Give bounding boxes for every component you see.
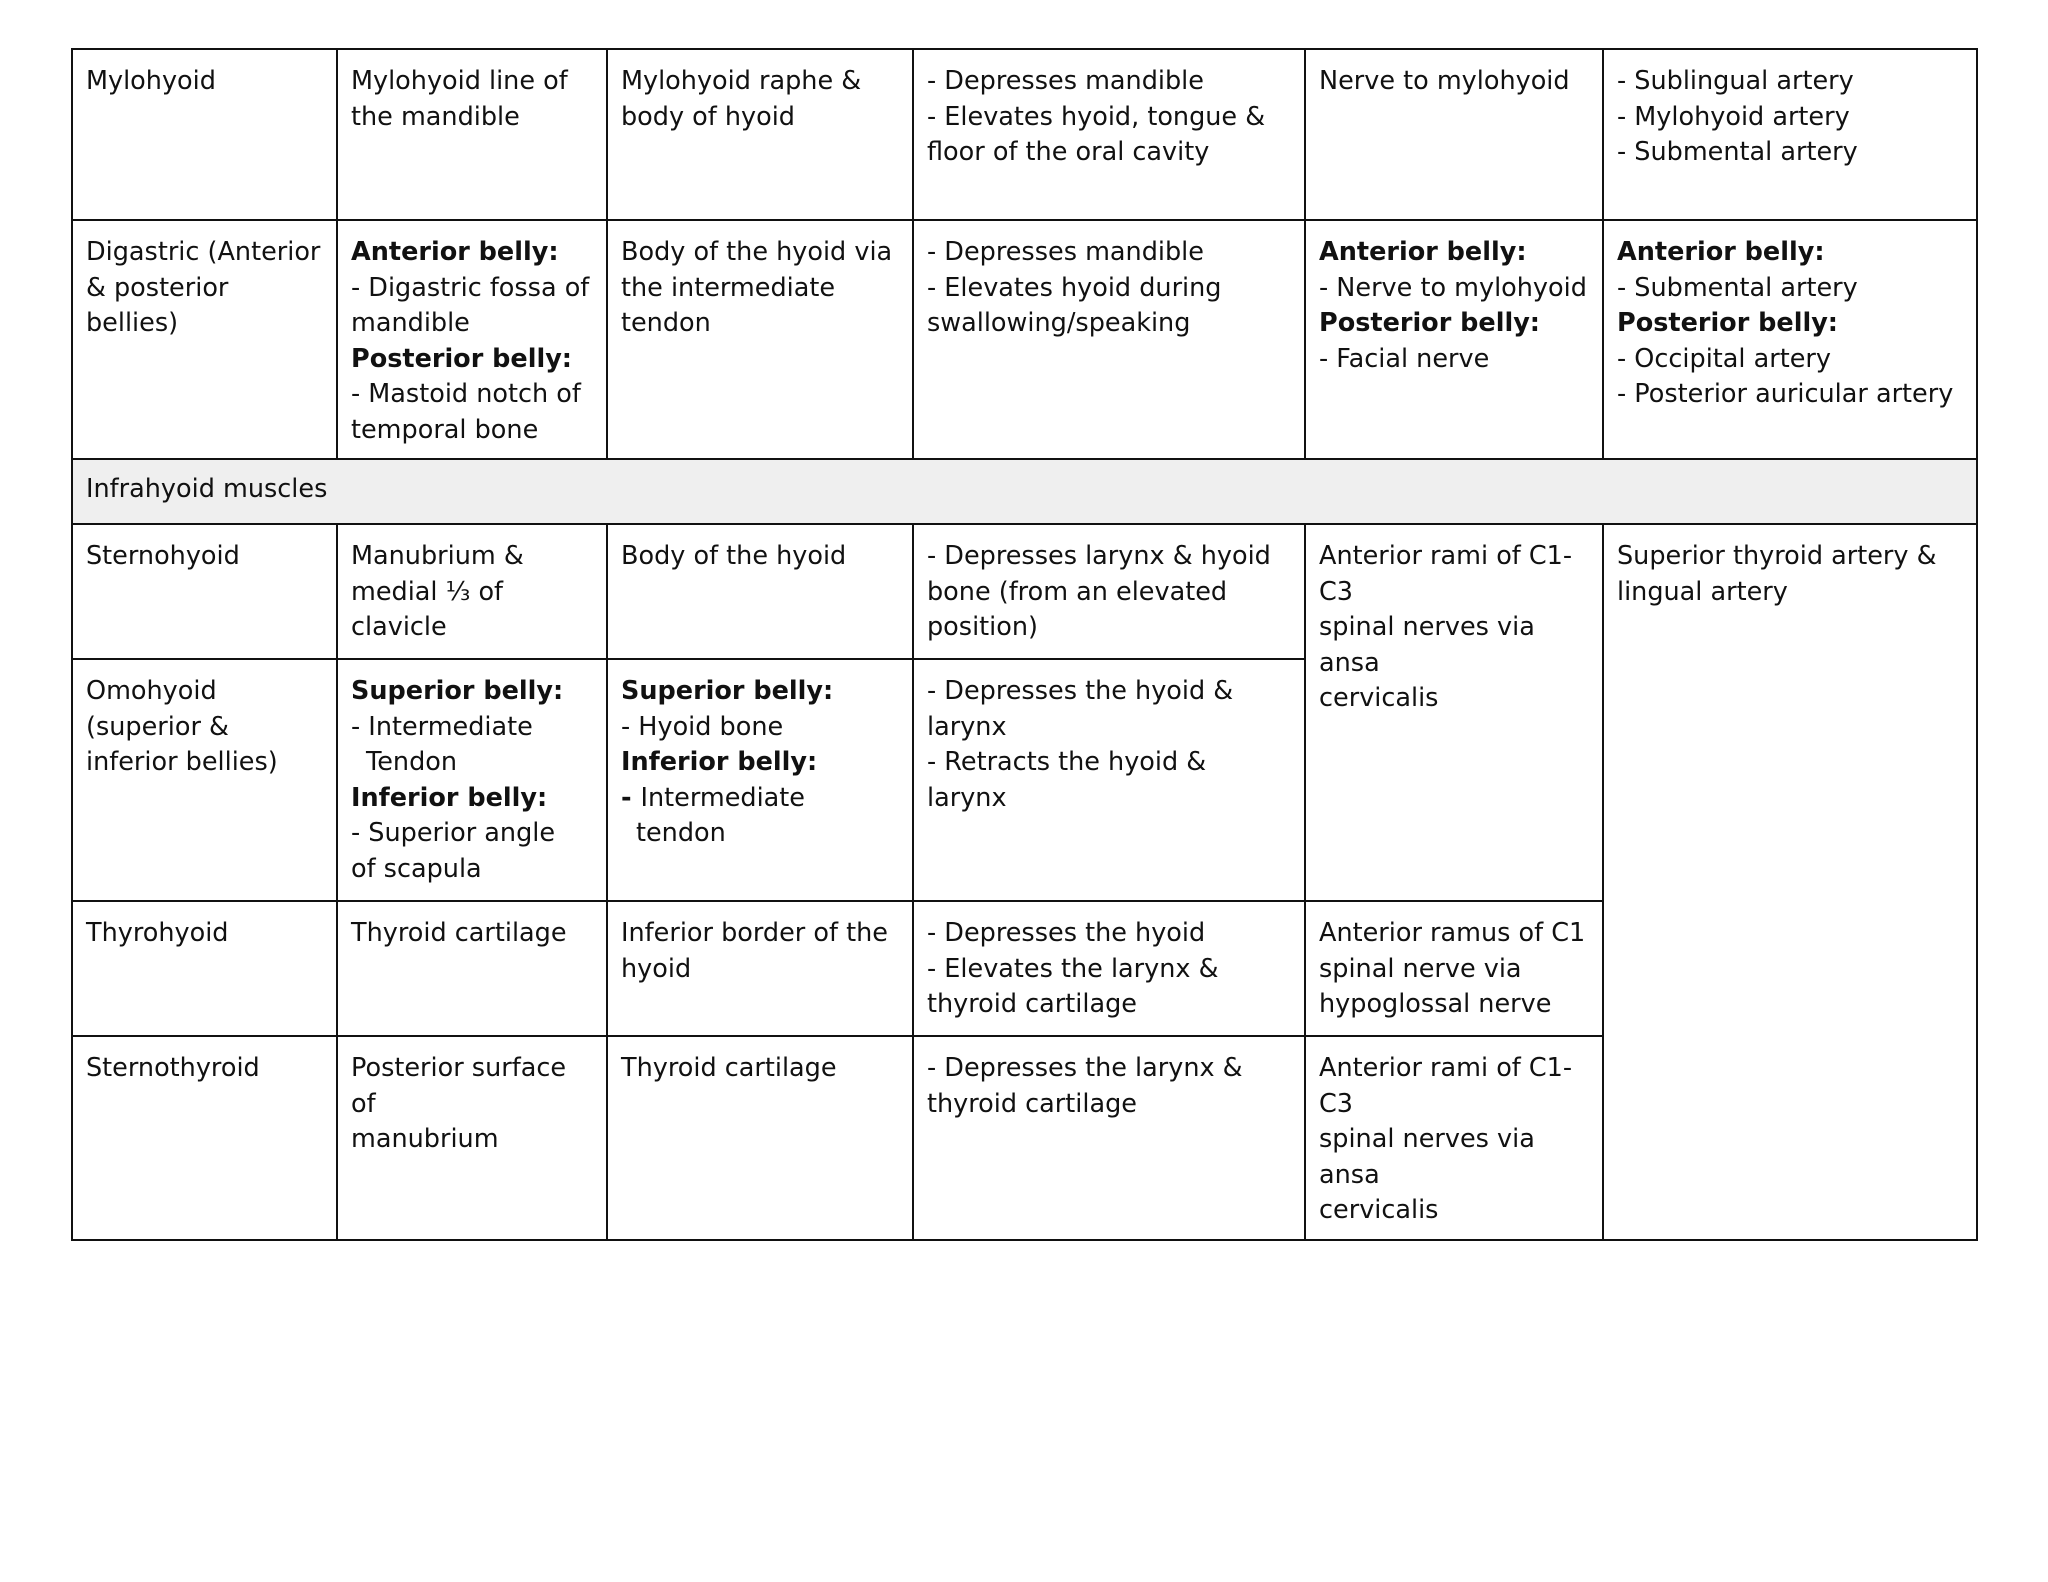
cell-innervation [1305,49,1603,220]
insertion-line: Body of the hyoid [621,541,847,571]
origin-line: clavicle [351,612,447,642]
innervation-line: - Nerve to mylohyoid [1319,272,1587,303]
cell-muscle-name [72,220,337,459]
cell-action [913,1036,1305,1240]
muscle-name: Sternothyroid [86,1053,260,1083]
belly-heading: Inferior belly: [621,747,818,777]
action-line: larynx [927,711,1007,742]
bold-dash: - [621,782,641,813]
belly-heading: Anterior belly: [351,237,559,267]
belly-heading: Anterior belly: [1617,237,1825,267]
action-line: bone (from an elevated [927,576,1228,607]
origin-line: - Superior angle [351,818,556,848]
muscle-name: Omohyoid [86,676,217,706]
belly-heading: Posterior belly: [1617,308,1839,338]
cell-action [913,524,1305,659]
action-line: - Elevates hyoid, tongue & [927,101,1266,132]
innervation-line: spinal nerves via ansa [1319,612,1535,678]
cell-origin [337,901,607,1036]
belly-heading: Superior belly: [351,676,564,706]
action-line: - Depresses mandible [927,66,1204,96]
insertion-line: tendon [636,818,726,848]
section-heading: Infrahyoid muscles [72,459,1977,524]
origin-line: of scapula [351,853,482,884]
origin-line: - Mastoid notch of [351,379,581,409]
insertion-line: Inferior border of the [621,918,888,948]
blood-supply-line: - Submental artery [1617,272,1858,303]
cell-blood-supply [1603,220,1977,459]
cell-muscle-name [72,901,337,1036]
table-row-sternohyoid [72,524,1977,659]
innervation-line: Nerve to mylohyoid [1319,66,1570,96]
origin-line: Thyroid cartilage [351,918,567,948]
blood-supply-line: - Sublingual artery [1617,66,1854,96]
cell-muscle-name [72,49,337,220]
action-line: - Elevates hyoid during [927,272,1222,303]
innervation-line: cervicalis [1319,683,1439,713]
cell-origin [337,524,607,659]
cell-muscle-name [72,1036,337,1240]
table-row-mylohyoid [72,49,1977,220]
cell-action [913,49,1305,220]
innervation-line: Anterior ramus of C1 [1319,918,1586,948]
action-line: - Depresses the hyoid & [927,676,1234,706]
insertion-line: Body of the hyoid via [621,237,893,267]
insertion-line: Intermediate [640,782,805,813]
cell-action [913,659,1305,901]
origin-line: Posterior surface of [351,1053,567,1119]
action-line: floor of the oral cavity [927,137,1210,167]
blood-supply-line: - Posterior auricular artery [1617,379,1954,409]
blood-supply-line: lingual artery [1617,576,1788,607]
blood-supply-line: - Occipital artery [1617,343,1831,374]
innervation-line: cervicalis [1319,1195,1439,1225]
cell-blood-supply-merged [1603,524,1977,1240]
cell-insertion [607,49,913,220]
muscle-name: bellies) [86,308,179,338]
muscle-name: Thyrohyoid [86,918,229,948]
belly-heading: Inferior belly: [351,782,548,813]
cell-blood-supply [1603,49,1977,220]
cell-origin [337,659,607,901]
blood-supply-line: - Submental artery [1617,137,1858,167]
innervation-line: Anterior rami of C1-C3 [1319,541,1573,607]
insertion-line: Mylohyoid raphe & [621,66,862,96]
muscle-name: inferior bellies) [86,747,278,777]
insertion-line: tendon [621,308,711,338]
innervation-line: - Facial nerve [1319,343,1490,374]
section-row-infrahyoid [72,459,1977,524]
insertion-line: Thyroid cartilage [621,1053,837,1083]
action-line: - Elevates the larynx & [927,953,1219,984]
belly-heading: Anterior belly: [1319,237,1527,267]
belly-heading: Superior belly: [621,676,834,706]
origin-line: - Digastric fossa of [351,272,590,303]
origin-line: - Intermediate [351,711,533,742]
blood-supply-line: - Mylohyoid artery [1617,101,1850,132]
cell-innervation [1305,901,1603,1036]
origin-line: medial ⅓ of [351,576,504,607]
cell-muscle-name [72,659,337,901]
cell-insertion [607,659,913,901]
insertion-line: - Hyoid bone [621,711,784,742]
innervation-line: spinal nerves via ansa [1319,1124,1535,1190]
action-line: - Depresses the hyoid [927,918,1206,948]
action-line: - Retracts the hyoid & larynx [927,747,1207,813]
cell-innervation-merged [1305,524,1603,901]
muscle-name: Digastric (Anterior [86,237,321,267]
action-line: - Depresses larynx & hyoid [927,541,1271,571]
cell-action [913,901,1305,1036]
origin-line: mandible [351,308,470,338]
origin-line: Mylohyoid line of [351,66,568,96]
cell-origin [337,1036,607,1240]
cell-innervation [1305,1036,1603,1240]
insertion-line: hyoid [621,953,692,984]
innervation-line: spinal nerve via [1319,953,1522,984]
action-line: thyroid cartilage [927,1088,1137,1119]
muscle-name: & posterior [86,272,229,303]
origin-line: manubrium [351,1124,499,1154]
insertion-line: body of hyoid [621,101,795,132]
cell-action [913,220,1305,459]
action-line: position) [927,612,1038,642]
action-line: - Depresses mandible [927,237,1204,267]
origin-line: the mandible [351,101,520,132]
origin-line: temporal bone [351,414,539,445]
innervation-line: hypoglossal nerve [1319,989,1552,1019]
cell-muscle-name [72,524,337,659]
belly-heading: Posterior belly: [1319,308,1541,338]
muscle-name: Mylohyoid [86,66,216,96]
cell-insertion [607,220,913,459]
cell-innervation [1305,220,1603,459]
innervation-line: Anterior rami of C1-C3 [1319,1053,1573,1119]
belly-heading: Posterior belly: [351,343,573,374]
cell-insertion [607,901,913,1036]
action-line: - Depresses the larynx & [927,1053,1243,1083]
cell-insertion [607,1036,913,1240]
insertion-line: the intermediate [621,272,836,303]
origin-line: Tendon [366,747,458,777]
action-line: swallowing/speaking [927,308,1191,338]
table-row-digastric [72,220,1977,459]
blood-supply-line: Superior thyroid artery & [1617,541,1937,571]
muscle-name: (superior & [86,711,229,742]
action-line: thyroid cartilage [927,989,1137,1019]
cell-origin [337,49,607,220]
muscle-table [71,48,1978,1241]
cell-insertion [607,524,913,659]
origin-line: Manubrium & [351,541,524,571]
cell-origin [337,220,607,459]
muscle-name: Sternohyoid [86,541,240,571]
